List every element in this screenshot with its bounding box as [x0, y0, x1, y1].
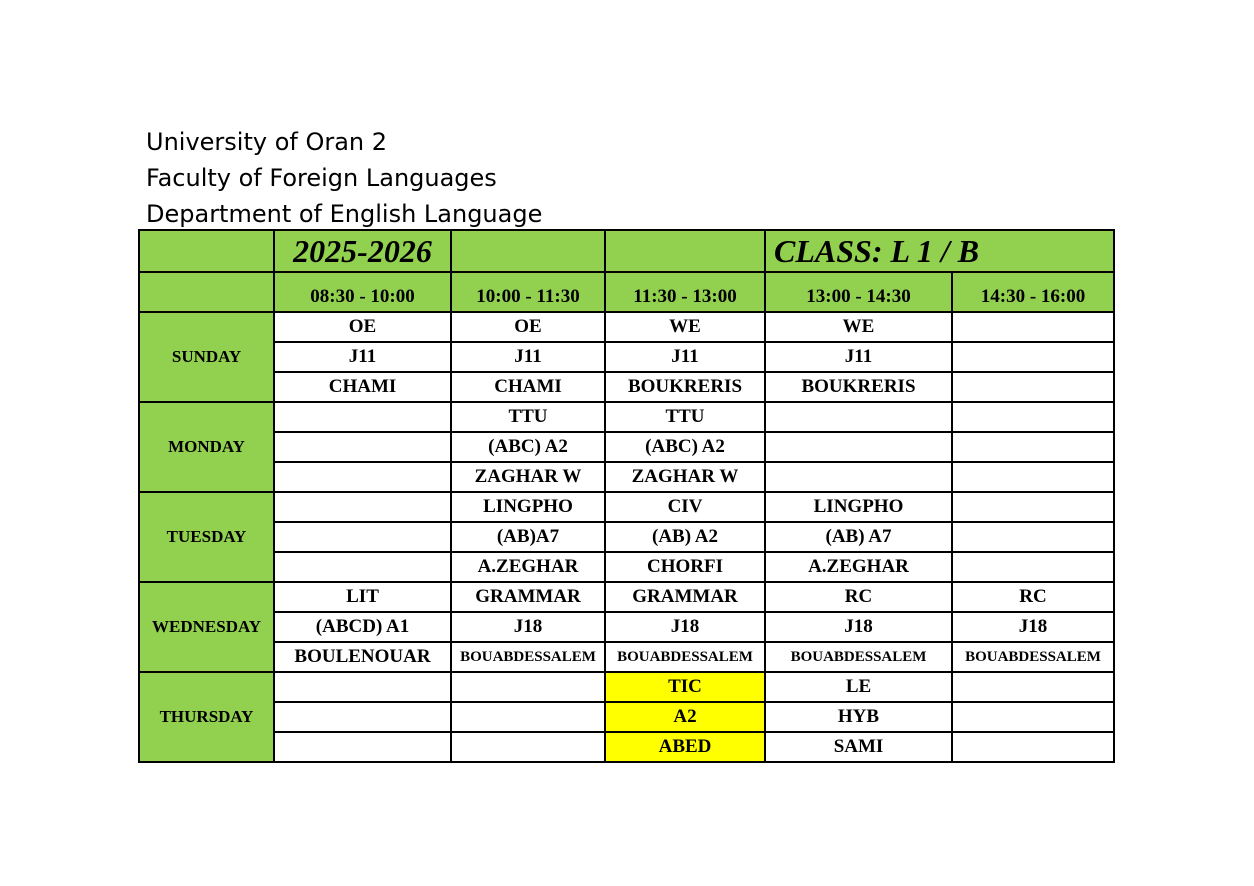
schedule-cell: SAMI: [765, 732, 952, 762]
schedule-cell: CHAMI: [274, 372, 451, 402]
schedule-cell: J18: [605, 612, 765, 642]
schedule-cell: A.ZEGHAR: [765, 552, 952, 582]
schedule-cell: CHAMI: [451, 372, 605, 402]
day-label: WEDNESDAY: [139, 582, 274, 672]
schedule-cell: J11: [451, 342, 605, 372]
schedule-cell: [274, 552, 451, 582]
time-slot: 08:30 - 10:00: [274, 272, 451, 312]
schedule-cell: (ABCD) A1: [274, 612, 451, 642]
schedule-cell: LE: [765, 672, 952, 702]
time-slot-row: [139, 272, 1114, 312]
schedule-cell: [952, 312, 1114, 342]
table-row: [139, 372, 1114, 402]
schedule-cell: [451, 702, 605, 732]
schedule-cell: [952, 522, 1114, 552]
table-row: [139, 582, 1114, 612]
schedule-cell: (AB)A7: [451, 522, 605, 552]
day-label: MONDAY: [139, 402, 274, 492]
schedule-cell: TIC: [605, 672, 765, 702]
schedule-cell: HYB: [765, 702, 952, 732]
schedule-cell: GRAMMAR: [451, 582, 605, 612]
table-row: [139, 462, 1114, 492]
schedule-cell: (ABC) A2: [451, 432, 605, 462]
corner-cell: [139, 272, 274, 312]
schedule-cell: J18: [765, 612, 952, 642]
schedule-cell: J18: [952, 612, 1114, 642]
table-row: [139, 642, 1114, 672]
schedule-cell: (AB) A2: [605, 522, 765, 552]
university-name: University of Oran 2: [146, 128, 388, 156]
day-label: SUNDAY: [139, 312, 274, 402]
table-row: [139, 702, 1114, 732]
schedule-cell: BOUABDESSALEM: [451, 642, 605, 672]
schedule-cell: RC: [952, 582, 1114, 612]
department-name: Department of English Language: [146, 200, 543, 228]
schedule-cell: [765, 462, 952, 492]
schedule-cell: [274, 522, 451, 552]
schedule-cell: [274, 672, 451, 702]
schedule-cell: [952, 702, 1114, 732]
schedule-cell: [274, 702, 451, 732]
table-row: [139, 522, 1114, 552]
schedule-cell: TTU: [451, 402, 605, 432]
corner-cell: [139, 230, 274, 272]
table-row: [139, 552, 1114, 582]
schedule-cell: [952, 732, 1114, 762]
table-row: [139, 492, 1114, 522]
schedule-cell: ABED: [605, 732, 765, 762]
faculty-name: Faculty of Foreign Languages: [146, 164, 497, 192]
schedule-cell: [451, 732, 605, 762]
table-row: [139, 732, 1114, 762]
time-slot: 10:00 - 11:30: [451, 272, 605, 312]
schedule-cell: [952, 342, 1114, 372]
schedule-cell: [274, 402, 451, 432]
schedule-cell: A.ZEGHAR: [451, 552, 605, 582]
table-title-row: [139, 230, 1114, 272]
schedule-cell: LINGPHO: [765, 492, 952, 522]
schedule-cell: (AB) A7: [765, 522, 952, 552]
schedule-cell: BOUABDESSALEM: [605, 642, 765, 672]
schedule-cell: RC: [765, 582, 952, 612]
schedule-cell: J11: [605, 342, 765, 372]
schedule-cell: J18: [451, 612, 605, 642]
blank-header-cell: [451, 230, 605, 272]
schedule-cell: (ABC) A2: [605, 432, 765, 462]
schedule-cell: WE: [605, 312, 765, 342]
schedule-cell: LIT: [274, 582, 451, 612]
table-row: [139, 312, 1114, 342]
day-label: THURSDAY: [139, 672, 274, 762]
schedule-cell: [765, 432, 952, 462]
schedule-cell: J11: [274, 342, 451, 372]
schedule-cell: [274, 432, 451, 462]
schedule-cell: [952, 492, 1114, 522]
time-slot: 11:30 - 13:00: [605, 272, 765, 312]
schedule-cell: TTU: [605, 402, 765, 432]
schedule-cell: BOUKRERIS: [605, 372, 765, 402]
schedule-cell: [274, 492, 451, 522]
schedule-cell: CHORFI: [605, 552, 765, 582]
schedule-cell: BOULENOUAR: [274, 642, 451, 672]
schedule-cell: GRAMMAR: [605, 582, 765, 612]
table-row: [139, 612, 1114, 642]
schedule-cell: OE: [274, 312, 451, 342]
schedule-cell: J11: [765, 342, 952, 372]
schedule-cell: LINGPHO: [451, 492, 605, 522]
schedule-cell: A2: [605, 702, 765, 732]
time-slot: 14:30 - 16:00: [952, 272, 1114, 312]
schedule-cell: ZAGHAR W: [451, 462, 605, 492]
time-slot: 13:00 - 14:30: [765, 272, 952, 312]
class-label: CLASS: L 1 / B: [765, 230, 1114, 272]
schedule-cell: [952, 432, 1114, 462]
schedule-cell: [274, 732, 451, 762]
schedule-cell: [952, 552, 1114, 582]
timetable: [138, 229, 1115, 763]
schedule-cell: BOUABDESSALEM: [765, 642, 952, 672]
schedule-cell: [952, 372, 1114, 402]
table-row: [139, 402, 1114, 432]
table-row: [139, 342, 1114, 372]
schedule-cell: CIV: [605, 492, 765, 522]
document-header: [146, 124, 542, 232]
schedule-cell: [952, 672, 1114, 702]
schedule-cell: ZAGHAR W: [605, 462, 765, 492]
schedule-cell: OE: [451, 312, 605, 342]
schedule-cell: BOUKRERIS: [765, 372, 952, 402]
schedule-cell: [952, 462, 1114, 492]
schedule-cell: [765, 402, 952, 432]
schedule-cell: WE: [765, 312, 952, 342]
academic-year: 2025-2026: [274, 230, 451, 272]
schedule-cell: [451, 672, 605, 702]
schedule-cell: [952, 402, 1114, 432]
day-label: TUESDAY: [139, 492, 274, 582]
blank-header-cell: [605, 230, 765, 272]
schedule-cell: [274, 462, 451, 492]
schedule-cell: BOUABDESSALEM: [952, 642, 1114, 672]
table-row: [139, 672, 1114, 702]
table-row: [139, 432, 1114, 462]
